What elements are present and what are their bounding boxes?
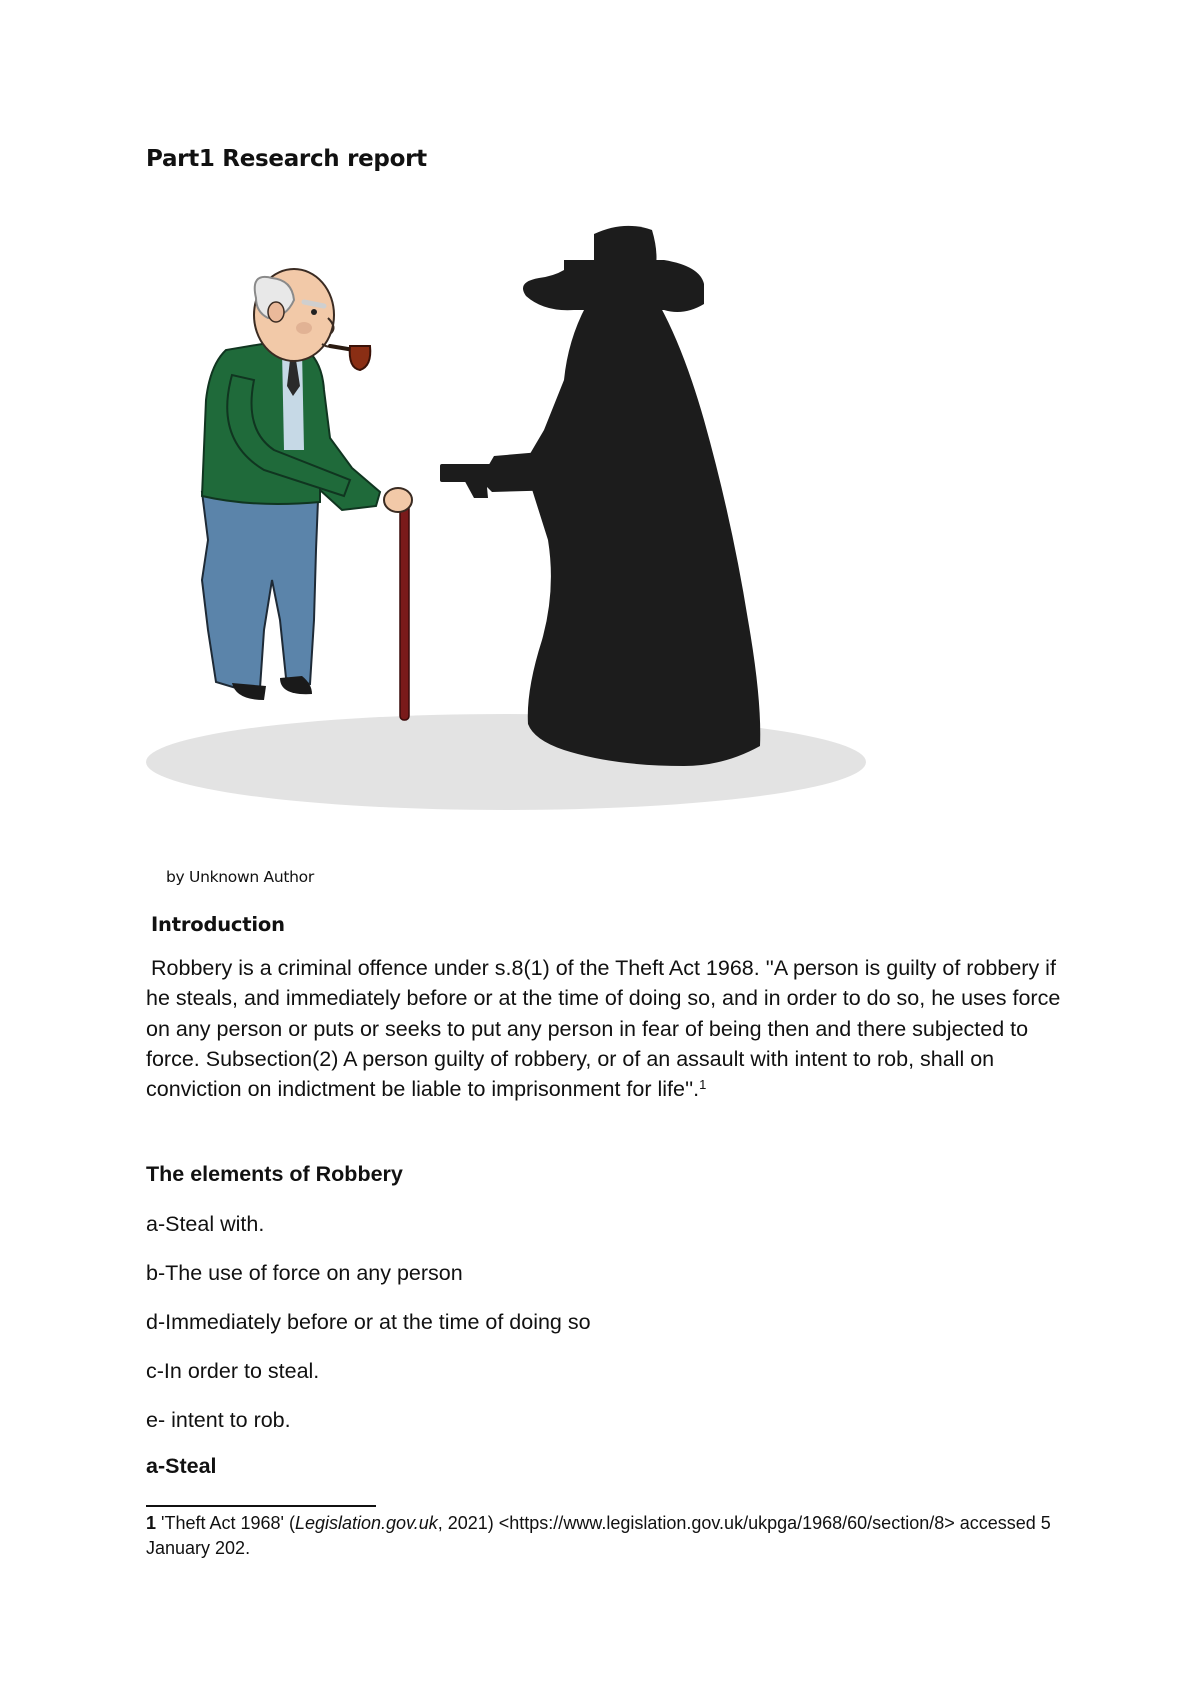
robbery-illustration bbox=[144, 200, 869, 852]
footnote-divider bbox=[146, 1505, 376, 1507]
list-item: d-Immediately before or at the time of doing so bbox=[146, 1310, 591, 1334]
footnote bbox=[146, 1511, 1076, 1561]
footnote-text-pre: 'Theft Act 1968' ( bbox=[156, 1513, 295, 1533]
introduction-text: Robbery is a criminal offence under s.8(1) of the Theft Act 1968. ''A person is guilty of robbery if he steals, and immediately before or at the time of doing so, and in order to do so, he uses force on any person or puts or seeks to put any person in fear of being then and there subjected to force. Subsection(2) A person guilty of robbery, or of an assault with intent to rob, shall on conviction on indictment be liable to imprisonment for life''. bbox=[146, 956, 1061, 1102]
footnote-number: 1 bbox=[146, 1513, 157, 1533]
cloaked-robber-silhouette bbox=[440, 226, 760, 766]
footnote-reference[interactable]: 1 bbox=[699, 1077, 707, 1093]
old-man-figure bbox=[202, 269, 412, 720]
elements-heading: The elements of Robbery bbox=[146, 1162, 403, 1186]
list-item: b-The use of force on any person bbox=[146, 1261, 463, 1285]
elements-list bbox=[146, 1209, 591, 1454]
introduction-paragraph bbox=[146, 953, 1066, 1104]
footnote-source: Legislation.gov.uk bbox=[294, 1513, 438, 1533]
list-item: c-In order to steal. bbox=[146, 1359, 320, 1383]
introduction-heading: Introduction bbox=[151, 913, 285, 936]
list-item: e- intent to rob. bbox=[146, 1408, 291, 1432]
list-item: a-Steal with. bbox=[146, 1212, 265, 1236]
steal-heading: a-Steal bbox=[146, 1454, 217, 1478]
image-caption: by Unknown Author bbox=[166, 868, 314, 886]
page-title: Part1 Research report bbox=[146, 146, 427, 172]
footnote-text-post[interactable]: , 2021) <https://www.legislation.gov.uk/ukpga/1968/60/section/8> accessed 5 January 202. bbox=[146, 1513, 1051, 1558]
